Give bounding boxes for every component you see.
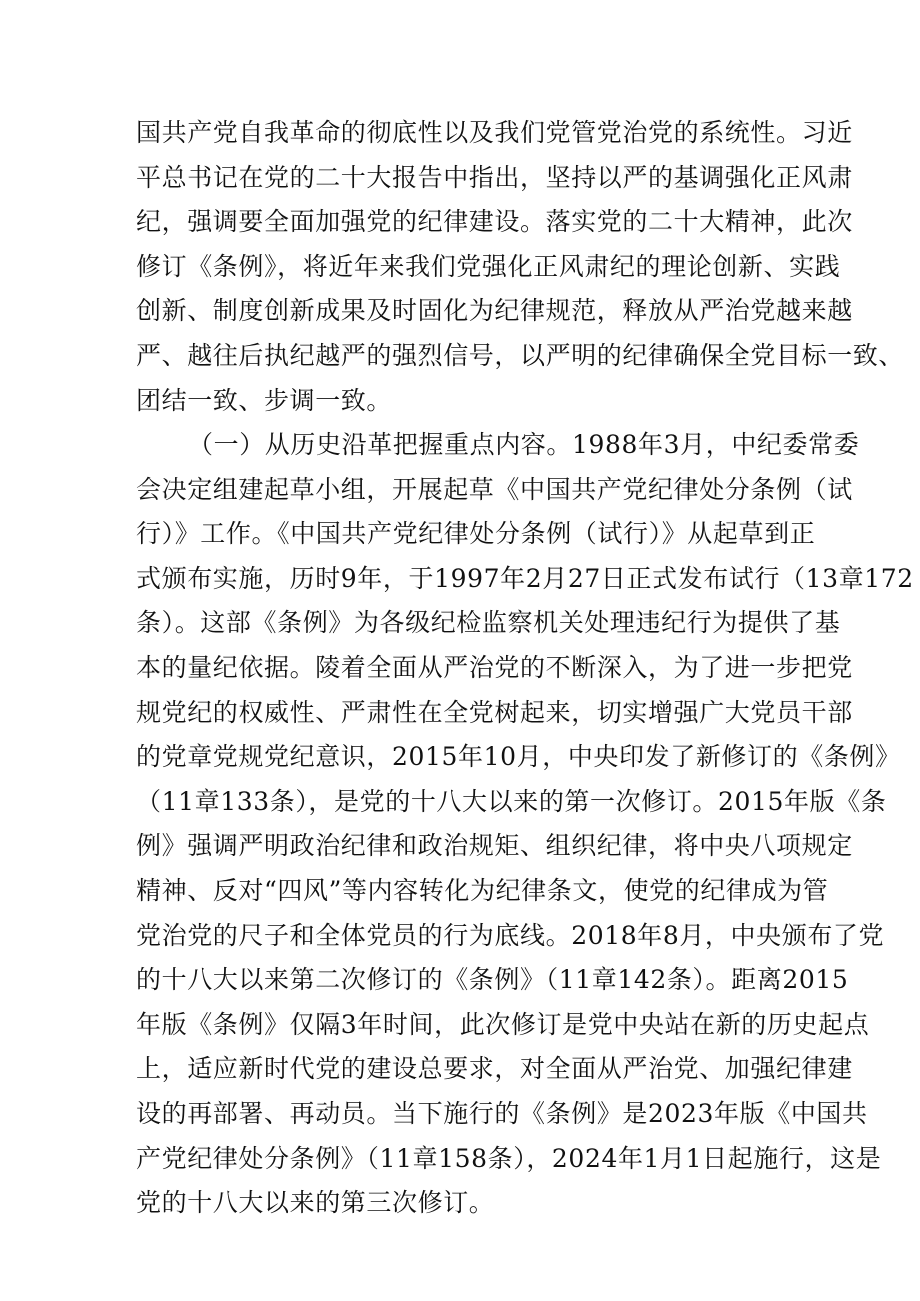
- paragraph-2-line: 条）。这部《条例》为各级纪检监察机关处理违纪行为提供了基: [136, 608, 841, 638]
- paragraph-1-line: 修订《条例》，将近年来我们党强化正风肃纪的理论创新、实践: [136, 251, 841, 281]
- paragraph-2-line: 产党纪律处分条例》（11章158条），2024年1月1日起施行，这是: [136, 1143, 882, 1173]
- paragraph-2-line: 精神、反对“四风”等内容转化为纪律条文，使党的纪律成为管: [136, 875, 829, 905]
- paragraph-1-line: 严、越往后执纪越严的强烈信号，以严明的纪律确保全党目标一致、: [136, 340, 905, 370]
- paragraph-2-line: 党的十八大以来的第三次修订。: [136, 1188, 495, 1218]
- paragraph-2-line: 例》强调严明政治纪律和政治规矩、组织纪律，将中央八项规定: [136, 831, 853, 861]
- paragraph-2-line: 行）》工作。《中国共产党纪律处分条例（试行）》从起草到正: [136, 519, 816, 549]
- paragraph-2-line: 年版《条例》仅隔3年时间，此次修订是党中央站在新的历史起点: [136, 1009, 870, 1039]
- paragraph-2-line: 本的量纪依据。陵着全面从严治党的不断深入，为了进一步把党: [136, 652, 853, 682]
- paragraph-1-line: 平总书记在党的二十大报告中指出，坚持以严的基调强化正风肃: [136, 162, 853, 192]
- paragraph-2-line: 的十八大以来第二次修订的《条例》（11章142条）。距离2015: [136, 965, 849, 995]
- paragraph-1-line: 团结一致、步调一致。: [136, 385, 393, 415]
- paragraph-2-line: 式颁布实施，历时9年，于1997年2月27日正式发布试行（13章172: [136, 563, 914, 593]
- paragraph-1-line: 纪，强调要全面加强党的纪律建设。落实党的二十大精神，此次: [136, 207, 853, 237]
- paragraph-2-line: 党治党的尺子和全体党员的行为底线。2018年8月，中央颁布了党: [136, 920, 885, 950]
- paragraph-2-line: 规党纪的权威性、严肃性在全党树起来，切实增强广大党员干部: [136, 697, 853, 727]
- paragraph-2-line: （11章133条），是党的十八大以来的第一次修订。2015年版《条: [136, 786, 887, 816]
- paragraph-2-line: 设的再部署、再动员。当下施行的《条例》是2023年版《中国共: [136, 1098, 868, 1128]
- paragraph-2-line: （一）从历史沿革把握重点内容。1988年3月，中纪委常委: [188, 430, 860, 459]
- paragraph-2-line: 会决定组建起草小组，开展起草《中国共产党纪律处分条例（试: [136, 474, 853, 504]
- paragraph-1: [136, 111, 905, 423]
- paragraph-1-line: 创新、制度创新成果及时固化为纪律规范，释放从严治党越来越: [136, 296, 853, 326]
- paragraph-2-line: 的党章党规党纪意识，2015年10月，中央印发了新修订的《条例》: [136, 742, 901, 772]
- paragraph-1-line: 国共产党自我革命的彻底性以及我们党管党治党的系统性。习近: [136, 118, 853, 147]
- paragraph-2: [136, 423, 914, 1226]
- paragraph-2-line: 上，适应新时代党的建设总要求，对全面从严治党、加强纪律建: [136, 1054, 853, 1084]
